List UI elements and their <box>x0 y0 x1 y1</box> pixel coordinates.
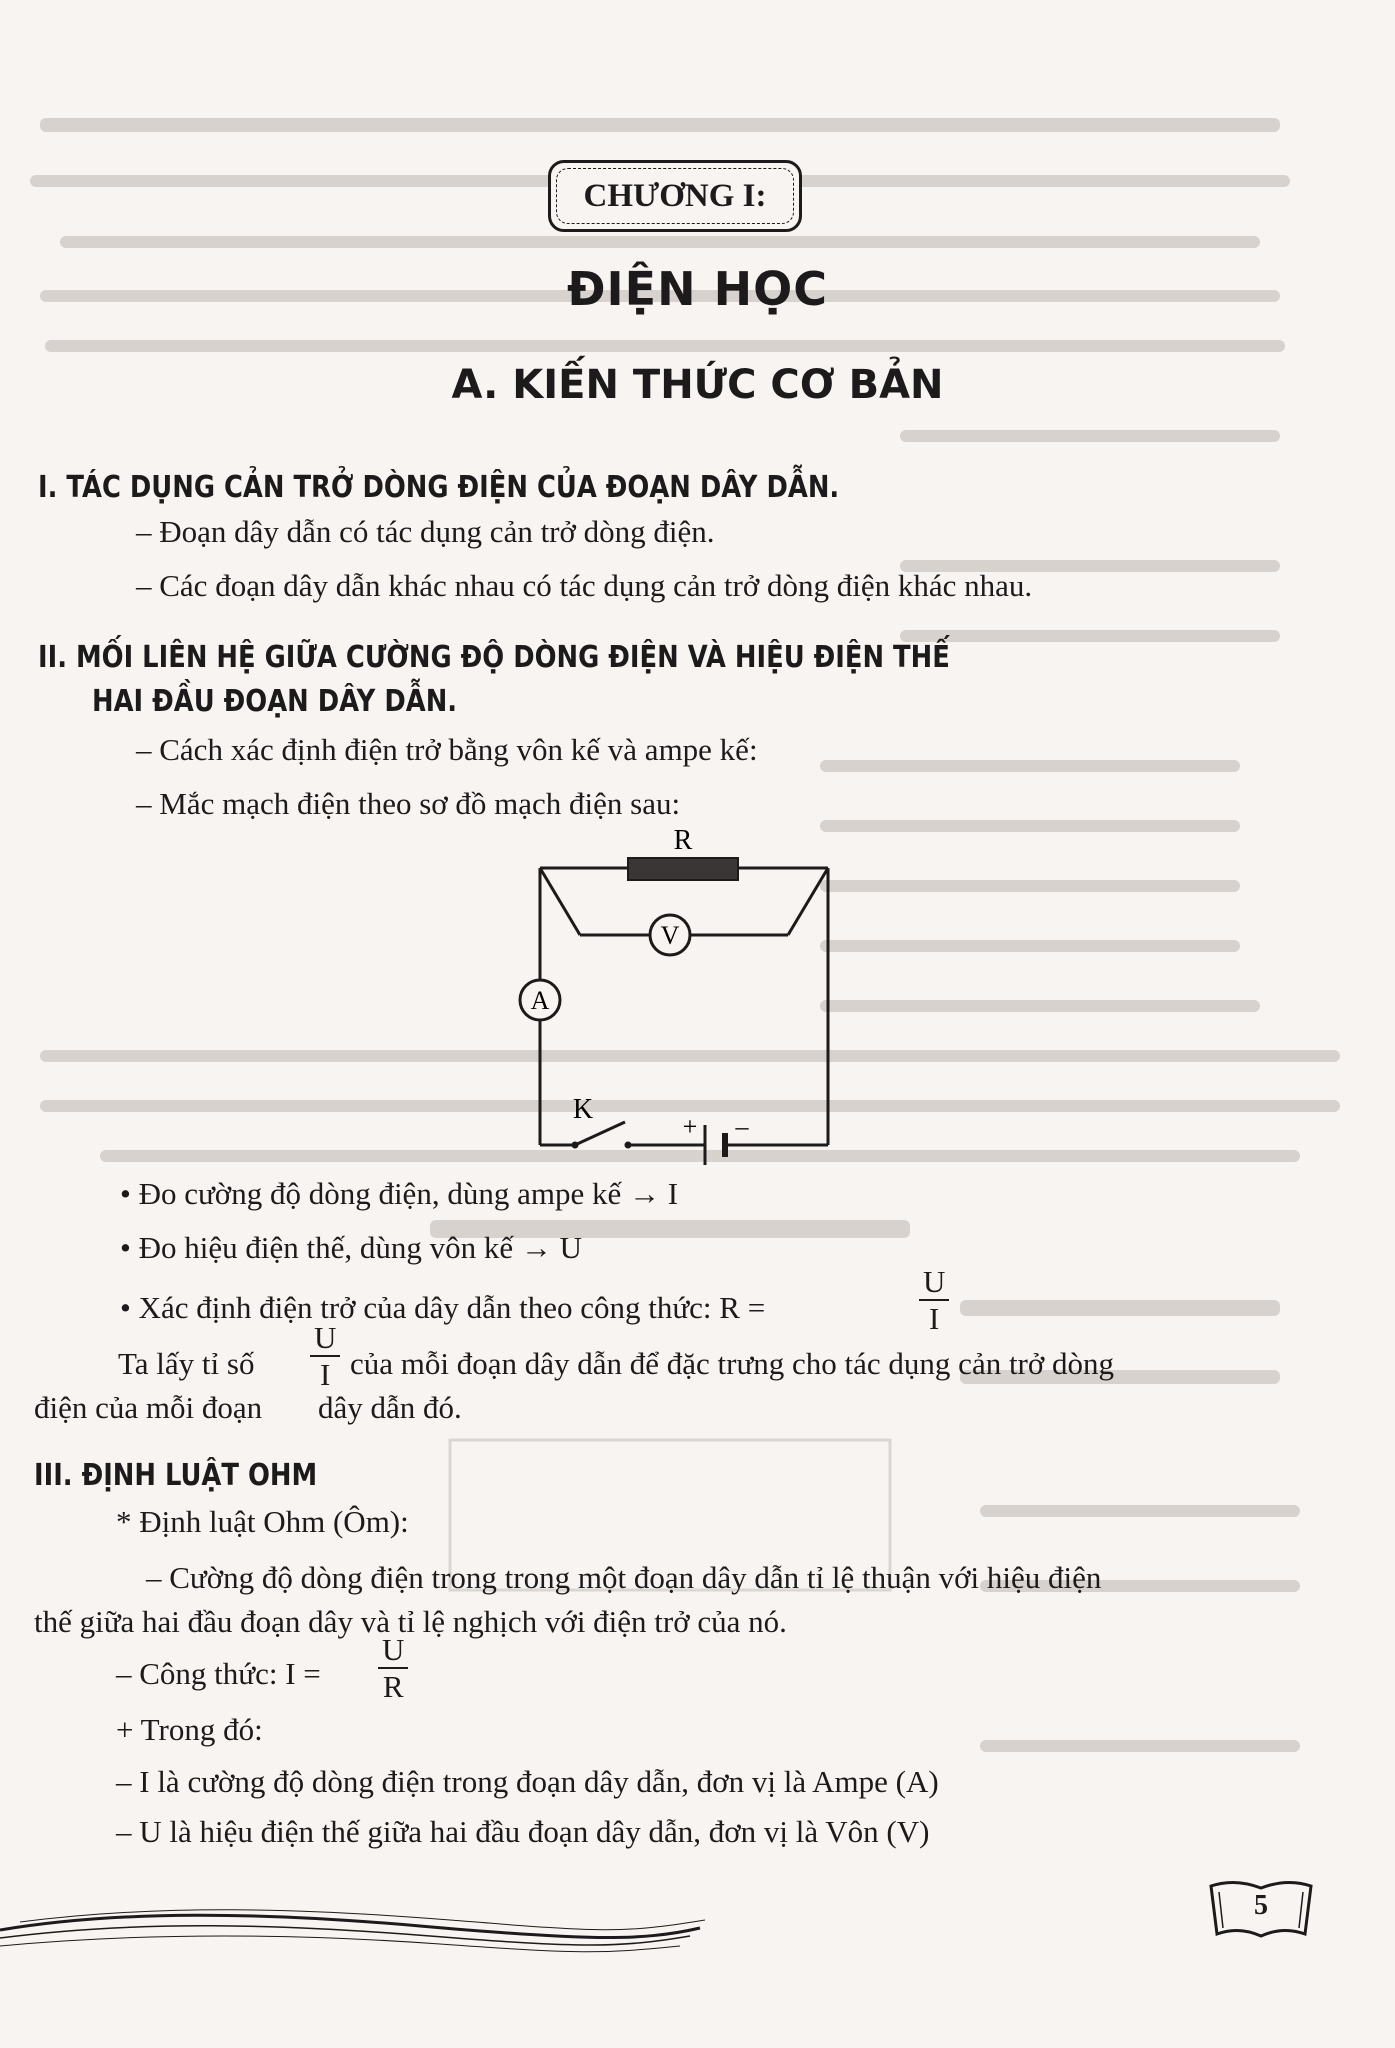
battery-plus-label: + <box>682 1112 698 1141</box>
section-2-heading-line-1: II. MỐI LIÊN HỆ GIỮA CƯỜNG ĐỘ DÒNG ĐIỆN VÀ HIỆU ĐIỆN THẾ <box>38 640 950 675</box>
where-label: + Trong đó: <box>116 1712 263 1747</box>
section-1-line-2: – Các đoạn dây dẫn khác nhau có tác dụng cản trở dòng điện khác nhau. <box>136 568 1033 603</box>
ohm-law-line-1: – Cường độ dòng điện trong trong một đoạn dây dẫn tỉ lệ thuận với hiệu điện <box>146 1560 1102 1595</box>
battery-symbol <box>705 1125 725 1165</box>
ohm-law-line-2: thế giữa hai đầu đoạn dây và tỉ lệ nghịch với điện trở của nó. <box>34 1604 787 1639</box>
battery-minus-label: – <box>735 1112 749 1141</box>
fraction-denominator: I <box>929 1301 940 1336</box>
section-1-heading: I. TÁC DỤNG CẢN TRỞ DÒNG ĐIỆN CỦA ĐOẠN DÂY DẪN. <box>38 470 840 505</box>
circuit-diagram <box>490 820 850 1190</box>
footer-swoosh-decoration <box>0 1890 720 1970</box>
switch-label: K <box>572 1094 594 1125</box>
ratio-line-2a: điện của mỗi đoạn <box>34 1390 263 1425</box>
ratio-line-2b: dây dẫn đó. <box>318 1390 462 1425</box>
bullet-voltmeter: • Đo hiệu điện thế, dùng vôn kế → U <box>120 1230 583 1265</box>
ohm-formula-prefix: – Công thức: I = <box>116 1656 321 1691</box>
ammeter-label: A <box>530 986 550 1015</box>
fraction-numerator: U <box>378 1634 408 1669</box>
fraction-numerator: U <box>310 1322 340 1357</box>
chapter-label: CHƯƠNG I: <box>583 177 767 214</box>
section-2-line-1: – Cách xác định điện trở bằng vôn kế và ampe kế: <box>136 732 758 767</box>
section-3-heading: III. ĐỊNH LUẬT OHM <box>34 1458 318 1493</box>
fraction-denominator: I <box>320 1357 331 1392</box>
voltmeter-label: V <box>660 921 680 950</box>
ratio-prefix: Ta lấy tỉ số <box>118 1346 255 1381</box>
resistor-label: R <box>673 825 693 856</box>
fraction-denominator: R <box>382 1669 404 1704</box>
ohm-formula-fraction <box>374 1634 412 1702</box>
fraction-numerator: U <box>919 1266 949 1301</box>
switch-contact-left <box>572 1142 579 1149</box>
section-1-line-1: – Đoạn dây dẫn có tác dụng cản trở dòng điện. <box>136 514 715 549</box>
page-number: 5 <box>1254 1890 1268 1921</box>
resistor-symbol <box>628 858 738 880</box>
definition-voltage: – U là hiệu điện thế giữa hai đầu đoạn dây dẫn, đơn vị là Vôn (V) <box>116 1814 930 1849</box>
definition-current: – I là cường độ dòng điện trong đoạn dây dẫn, đơn vị là Ampe (A) <box>116 1764 939 1799</box>
section-a-title: A. KIẾN THỨC CƠ BẢN <box>451 362 944 408</box>
switch-contact-right <box>625 1142 632 1149</box>
section-2-line-2: – Mắc mạch điện theo sơ đồ mạch điện sau: <box>136 786 681 821</box>
chapter-title: ĐIỆN HỌC <box>567 262 828 316</box>
bullet-ammeter: • Đo cường độ dòng điện, dùng ampe kế → I <box>120 1176 679 1211</box>
bullet-resistance-formula: • Xác định điện trở của dây dẫn theo công thức: R = <box>120 1290 766 1325</box>
section-2-heading-line-2: HAI ĐẦU ĐOẠN DÂY DẪN. <box>92 684 458 719</box>
resistance-formula-fraction <box>915 1266 953 1334</box>
ohm-law-label: * Định luật Ohm (Ôm): <box>116 1504 409 1539</box>
chapter-label-box <box>548 160 802 232</box>
ratio-suffix: của mỗi đoạn dây dẫn để đặc trưng cho tác dụng cản trở dòng <box>350 1346 1115 1381</box>
ratio-fraction <box>306 1322 344 1390</box>
